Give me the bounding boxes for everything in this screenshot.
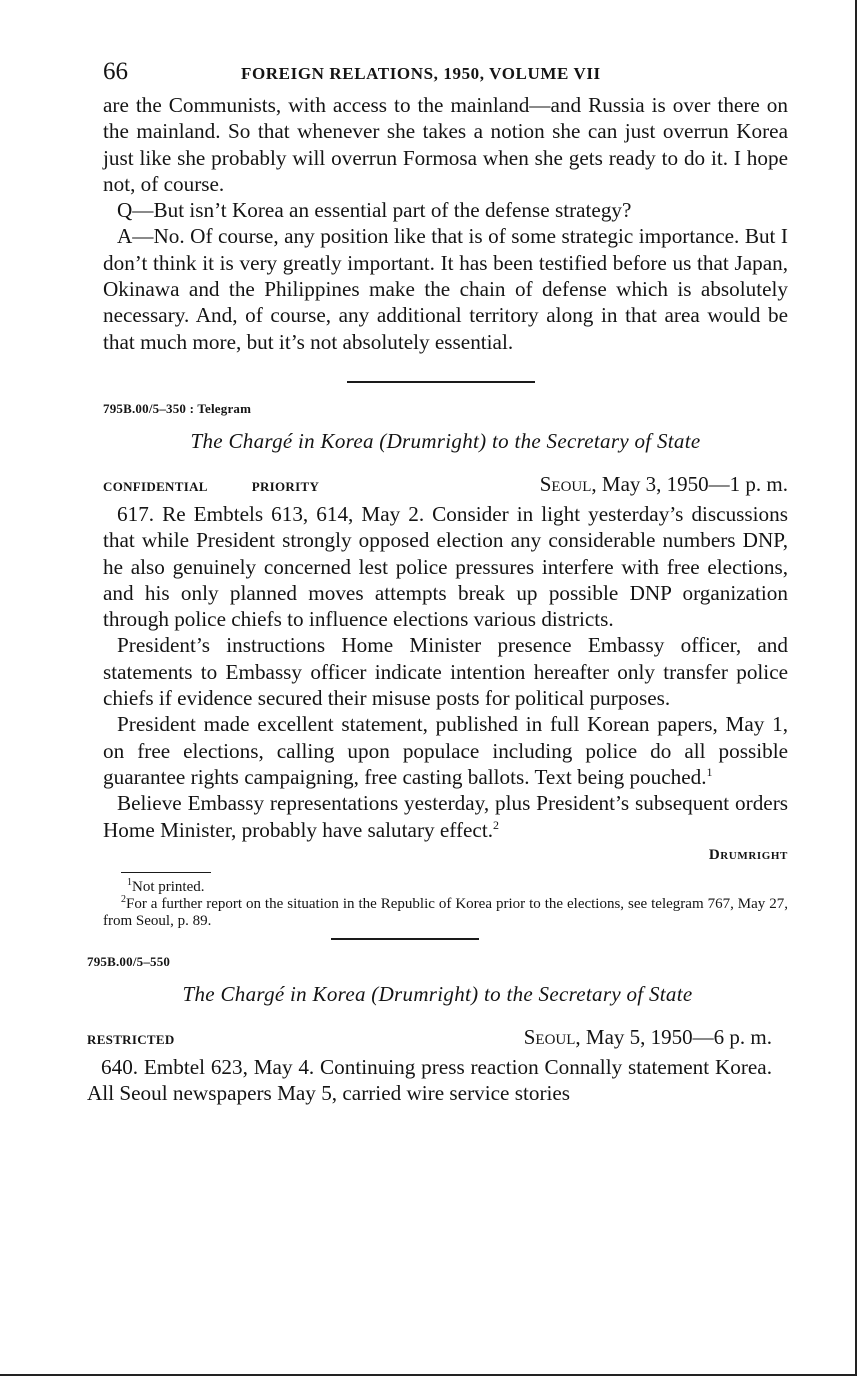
telegram-body [87, 1054, 772, 1107]
paragraph: Q—But isn’t Korea an essential part of the defense strategy? [117, 198, 632, 223]
footnote-text: Not printed. [132, 878, 205, 895]
document-heading: The Chargé in Korea (Drumright) to the Secretary of State [190, 428, 701, 453]
paragraph: 617. Re Embtels 613, 614, May 2. Consider in light yesterday’s discussions that while President strongly opposed election any considerable numbers DNP, he also genuinely concerned lest police pressures interfere with free elections, and his only planned moves attempts break up possible DNP organization through police chiefs to influence elections various districts. [103, 501, 788, 632]
running-title: FOREIGN RELATIONS, 1950, VOLUME VII [241, 64, 601, 83]
paragraph-text: Believe Embassy representations yesterday, plus President’s subsequent orders Home Minister, probably have salutary effect. [103, 791, 788, 842]
priority-label: PRIORITY [251, 478, 320, 494]
footnotes [103, 876, 788, 930]
dateline-place: Seoul, [523, 1024, 581, 1049]
paragraph-text: President made excellent statement, published in full Korean papers, May 1, on free elections, calling upon populace including police do all possible guarantee rights campaigning, free casting ballots. Text being pouched. [103, 712, 788, 789]
paragraph: A—No. Of course, any position like that is of some strategic importance. But I don’t think it is very greatly important. It has been testified before us that Japan, Okinawa and the Philippines make the chain of defense which is absolutely necessary. And, of course, any additional territory along in that area would be that much more, but it’s not absolutely essential. [103, 224, 788, 354]
paragraph: 640. Embtel 623, May 4. Continuing press reaction Connally statement Korea. All Seoul newspapers May 5, carried wire service stories [87, 1054, 772, 1106]
document-meta [103, 472, 788, 497]
dateline-date: May 3, 1950—1 p. m. [596, 471, 788, 496]
footnote-mark: 2 [121, 893, 126, 905]
paragraph: President’s instructions Home Minister presence Embassy officer, and statements to Embassy officer indicate intention hereafter only transfer police chiefs if evidence secured their misuse posts for political purposes. [103, 633, 788, 711]
section-divider [331, 938, 479, 940]
dateline [524, 1025, 772, 1050]
document-heading: The Chargé in Korea (Drumright) to the Secretary of State [182, 981, 693, 1006]
classification-label: CONFIDENTIAL [103, 478, 208, 494]
paragraph [103, 711, 788, 790]
file-reference: 795B.00/5–350 : Telegram [103, 400, 252, 416]
footnote-mark: 1 [127, 876, 132, 888]
paragraph: are the Communists, with access to the mainland—and Russia is over there on the mainland. So that whenever she takes a notion she can just overrun Korea just like she probably will overrun Formosa when she gets ready to do it. I hope not, of course. [103, 93, 788, 196]
footnote-text: For a further report on the situation in the Republic of Korea prior to the elections, see telegram 767, May 27, from Seoul, p. 89. [103, 895, 788, 929]
paragraph [103, 790, 788, 843]
continued-interview [103, 92, 788, 355]
signature: Drumright [708, 846, 788, 863]
running-head [103, 58, 788, 92]
classification-label: RESTRICTED [87, 1031, 175, 1047]
footnote-reference: 2 [493, 817, 500, 832]
document-meta [87, 1025, 772, 1050]
page-content [87, 58, 788, 1106]
footnote-divider [121, 872, 211, 873]
page-number: 66 [103, 58, 128, 85]
footnote-reference: 1 [706, 764, 713, 779]
section-divider [347, 381, 535, 383]
telegram-body [103, 501, 788, 843]
dateline-place: Seoul, [539, 471, 597, 496]
dateline [540, 472, 788, 497]
footnote [103, 893, 788, 930]
file-reference: 795B.00/5–550 [87, 953, 171, 969]
footnote [127, 876, 788, 896]
dateline-date: May 5, 1950—6 p. m. [580, 1024, 772, 1049]
